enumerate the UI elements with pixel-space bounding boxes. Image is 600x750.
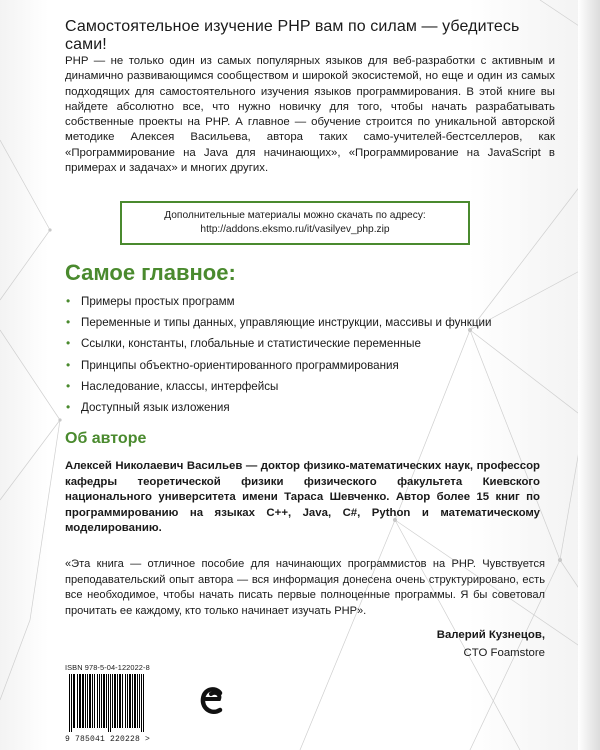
- barcode-bar: [137, 674, 138, 728]
- barcode-bar: [141, 674, 142, 732]
- barcode-bar: [127, 674, 128, 728]
- barcode-bar: [134, 674, 136, 728]
- feature-item: • Доступный язык изложения: [66, 399, 230, 414]
- headline: Самостоятельное изучение PHP вам по силам — убедитесь сами!: [65, 18, 520, 53]
- barcode-digits: 9 785041 220228 >: [65, 735, 151, 744]
- quote-author-name: Валерий Кузнецов,: [436, 629, 545, 641]
- barcode-bar: [85, 674, 86, 728]
- barcode-bar: [114, 674, 116, 728]
- barcode-bar: [103, 674, 105, 728]
- barcode-bar: [79, 674, 81, 728]
- bullet-icon: •: [66, 294, 71, 308]
- barcode-bar: [89, 674, 91, 728]
- features-list: [65, 294, 565, 421]
- barcode-block: [65, 663, 189, 745]
- publisher-logo-icon: [198, 684, 228, 718]
- barcode-bar: [92, 674, 93, 728]
- feature-item: • Принципы объектно-ориентированного программирования: [66, 357, 399, 372]
- feature-item: • Ссылки, константы, глобальные и статистические переменные: [66, 336, 421, 351]
- bullet-icon: •: [66, 378, 71, 393]
- barcode-bar: [87, 674, 88, 728]
- bullet-icon: •: [66, 399, 71, 414]
- bullet-icon: •: [66, 315, 71, 330]
- barcode-bar: [77, 674, 78, 728]
- barcode-bar: [101, 674, 102, 728]
- barcode-bar: [99, 674, 100, 728]
- spine-shadow: [578, 0, 600, 750]
- feature-item: • Наследование, классы, интерфейсы: [66, 378, 279, 393]
- bullet-icon: •: [66, 336, 71, 351]
- isbn-text: ISBN 978-5-04-122022-8: [65, 663, 150, 672]
- barcode-bar: [119, 674, 121, 728]
- barcode-bar: [132, 674, 133, 728]
- barcode-bar: [73, 674, 75, 728]
- feature-item: • Переменные и типы данных, управляющие инструкции, массивы и функции: [66, 315, 492, 330]
- barcode-bar: [94, 674, 95, 728]
- review-quote: «Эта книга — отличное пособие для начинающих программистов на PHP. Чувствуется преподавательский опыт автора — вся информация донесена очень структурировано, есть все необходимое, чтобы начать писать первые полноценные программы. Я бы советовал прочитать ее каждому, кто только начинает изучать PHP».: [65, 558, 545, 617]
- intro-paragraph: PHP — не только один из самых популярных языков для веб-разработки с активным и динамично развивающимся сообществом и широкой экосистемой, но еще и один из самых подходящих для самостоятельного изучения языков программирования. В этой книге вы найдете абсолютно все, что нужно новичку для того, чтобы начать разрабатывать собственные проекты на PHP. А главное — обучение строится по уникальной авторской методике Алексея Васильева, автора таких само-учителей-бестселлеров, как «Программирование на Java для начинающих», «Программирование на JavaScript в примерах и задачах» и многих других.: [65, 55, 555, 175]
- barcode-bar: [143, 674, 144, 732]
- barcode-bar: [112, 674, 113, 728]
- barcode-bar: [69, 674, 70, 732]
- barcode-bar: [97, 674, 98, 728]
- author-bio: Алексей Николаевич Васильев — доктор физико-математических наук, профессор кафедры теоретической физики физического факультета Киевского национального университета имени Тараса Шевченко. Автор более 15 книг по программированию на языках C++, Java, C#, Python и математическому моделированию.: [65, 460, 540, 535]
- barcode-bar: [106, 674, 107, 728]
- addons-url[interactable]: http://addons.eksmo.ru/it/vasilyev_php.zip: [200, 224, 390, 235]
- barcode-bar: [110, 674, 111, 732]
- quote-attribution: [295, 626, 545, 662]
- barcode-bar: [139, 674, 140, 728]
- barcode-bar: [108, 674, 109, 732]
- barcode-bar: [122, 674, 123, 728]
- addons-label: Дополнительные материалы можно скачать по адресу:: [164, 210, 426, 221]
- barcode-bars: [65, 674, 183, 734]
- author-section-title: Об авторе: [65, 430, 147, 447]
- barcode-bar: [82, 674, 84, 728]
- barcode-bar: [71, 674, 72, 732]
- bullet-icon: •: [66, 357, 71, 372]
- barcode-bar: [125, 674, 126, 728]
- feature-item: • Примеры простых программ: [66, 294, 235, 308]
- addons-box: [120, 201, 470, 245]
- barcode-bar: [129, 674, 131, 728]
- barcode-bar: [117, 674, 118, 728]
- main-section-title: Самое главное:: [65, 260, 236, 285]
- quote-author-role: CTO Foamstore: [463, 647, 545, 659]
